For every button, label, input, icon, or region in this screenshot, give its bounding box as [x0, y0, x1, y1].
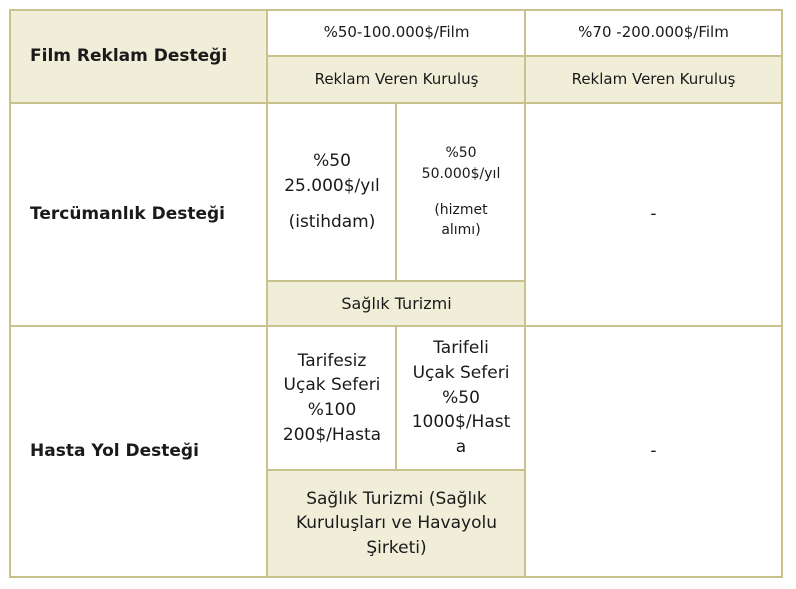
film-row-label: [10, 10, 267, 103]
film-rate-col2-text: %70 -200.000$/Film: [578, 23, 729, 42]
hasta-who-line1: Sağlık Turizmi (Sağlık: [306, 488, 487, 509]
hasta-col2-cell: [525, 326, 782, 577]
tercuman-b-line4: alımı): [441, 222, 481, 239]
tercuman-a-line1: %50: [313, 151, 351, 172]
hasta-label-text: Hasta Yol Desteği: [30, 441, 199, 462]
film-rate-col1: [268, 10, 525, 56]
tercuman-a-line2: 25.000$/yıl: [284, 175, 380, 196]
hasta-who-line3: Şirketi): [366, 537, 427, 558]
film-label-text: Film Reklam Desteği: [30, 46, 228, 67]
hasta-a-line3: %100: [307, 400, 357, 420]
tercuman-b-line2: 50.000$/yıl: [421, 165, 501, 182]
film-who-col1-text: Reklam Veren Kuruluş: [314, 69, 479, 88]
hasta-col2-text: -: [650, 441, 657, 462]
grid-line: [9, 9, 783, 11]
grid-line: [781, 9, 783, 578]
hasta-b-line1: Tarifeli: [433, 338, 489, 359]
film-who-col1: [268, 56, 525, 103]
hasta-tarifeli-cell: [397, 326, 525, 470]
tercuman-b-line1: %50: [445, 145, 477, 162]
tercuman-col2-cell: [525, 103, 782, 326]
grid-line: [266, 55, 783, 57]
hasta-who-cell: [268, 470, 525, 577]
grid-line: [266, 469, 526, 471]
hasta-b-line2: Uçak Seferi: [412, 363, 510, 384]
hasta-row-label: [10, 326, 267, 577]
hasta-b-line5: a: [455, 436, 467, 457]
hasta-tarifesiz-cell: [268, 326, 396, 470]
tercuman-istihdam-cell: [268, 103, 396, 281]
grid-line: [266, 9, 268, 578]
tercuman-who-cell: [268, 281, 525, 326]
tercuman-b-line3: (hizmet: [434, 202, 488, 218]
film-who-col2: [525, 56, 782, 103]
hasta-a-line1: Tarifesiz: [297, 350, 367, 371]
grid-line: [9, 102, 783, 104]
film-rate-col1-text: %50-100.000$/Film: [323, 23, 470, 42]
grid-line: [9, 9, 11, 578]
hasta-a-line4: 200$/Hasta: [282, 424, 382, 445]
tercuman-hizmet-cell: [397, 103, 525, 281]
grid-line: [395, 326, 397, 470]
grid-line: [9, 576, 783, 578]
tercuman-label-text: Tercümanlık Desteği: [30, 204, 226, 225]
grid-line: [9, 325, 783, 327]
hasta-a-line2: Uçak Seferi: [283, 375, 381, 396]
film-who-col2-text: Reklam Veren Kuruluş: [571, 69, 736, 88]
tercuman-row-label: [10, 103, 267, 326]
grid-line: [524, 9, 526, 578]
hasta-who-line2: Kuruluşları ve Havayolu: [295, 513, 497, 534]
hasta-b-line4: 1000$/Hast: [411, 412, 511, 433]
grid-line: [266, 280, 526, 282]
film-rate-col2: [525, 10, 782, 56]
tercuman-col2-text: -: [650, 204, 657, 225]
hasta-b-line3: %50: [442, 387, 480, 408]
tercuman-who-text: Sağlık Turizmi: [341, 293, 452, 313]
grid-line: [395, 103, 397, 281]
tercuman-a-line3: (istihdam): [288, 212, 376, 233]
